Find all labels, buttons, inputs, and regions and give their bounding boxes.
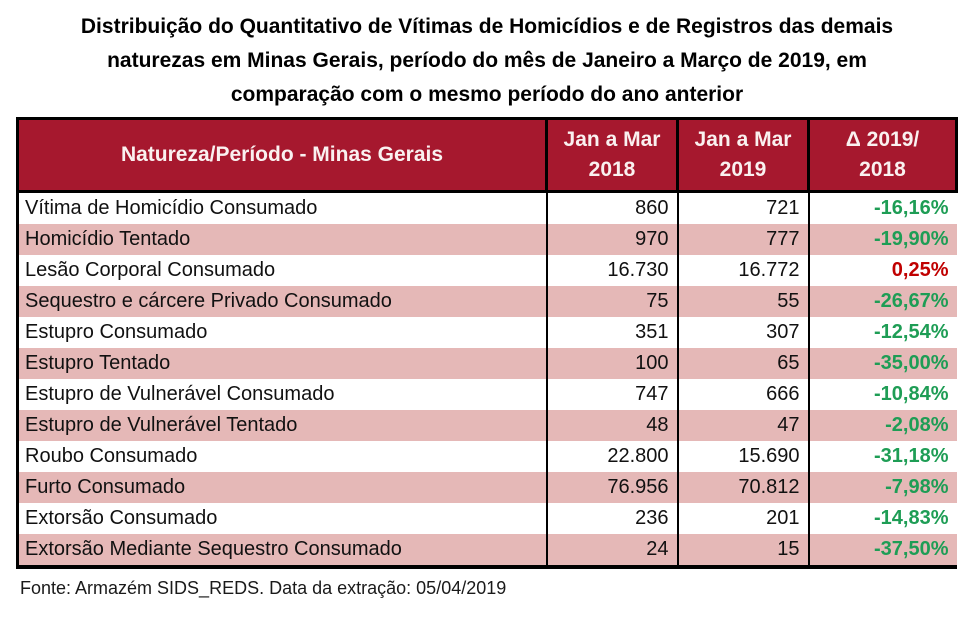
table-row [18,503,957,534]
header-natureza-periodo: Natureza/Período - Minas Gerais [18,119,547,192]
header-delta-2019-2018 [809,119,957,192]
delta-cell: -26,67% [874,290,949,312]
report-title-line: naturezas em Minas Gerais, período do mês de Janeiro a Março de 2019, em [107,49,867,72]
delta-cell: -12,54% [874,321,949,343]
header-line-top: Jan a Mar [563,128,661,151]
delta-cell: -14,83% [874,507,949,529]
delta-cell: -10,84% [874,383,949,405]
value-2018-cell: 48 [547,410,678,441]
header-line-top: Jan a Mar [694,128,792,151]
value-2019-cell: 47 [678,410,809,441]
value-2019-cell: 201 [678,503,809,534]
report-title-line: comparação com o mesmo período do ano anterior [230,83,744,106]
table-row [18,286,957,317]
value-2018-cell: 16.730 [547,255,678,286]
natureza-cell: Estupro de Vulnerável Tentado [18,410,547,441]
table-row [18,410,957,441]
value-2018-cell: 747 [547,379,678,410]
value-2019-cell: 307 [678,317,809,348]
value-2018-cell: 22.800 [547,441,678,472]
value-2018-cell: 75 [547,286,678,317]
table-row [18,317,957,348]
value-2019-cell: 55 [678,286,809,317]
natureza-cell: Lesão Corporal Consumado [18,255,547,286]
value-2018-cell: 970 [547,224,678,255]
natureza-cell: Furto Consumado [18,472,547,503]
natureza-cell: Estupro Tentado [18,348,547,379]
value-2019-cell: 666 [678,379,809,410]
value-2019-cell: 777 [678,224,809,255]
natureza-cell: Extorsão Mediante Sequestro Consumado [18,534,547,567]
header-jan-mar-2018 [547,119,678,192]
delta-cell: -35,00% [874,352,949,374]
value-2019-cell: 15.690 [678,441,809,472]
source-note: Fonte: Armazém SIDS_REDS. Data da extração: 05/04/2019 [20,578,507,598]
value-2018-cell: 24 [547,534,678,567]
natureza-cell: Vítima de Homicídio Consumado [18,192,547,225]
value-2018-cell: 351 [547,317,678,348]
header-line-top: Δ 2019/ [845,128,920,151]
header-jan-mar-2019 [678,119,809,192]
table-row [18,192,957,225]
natureza-cell: Estupro de Vulnerável Consumado [18,379,547,410]
value-2018-cell: 236 [547,503,678,534]
value-2019-cell: 70.812 [678,472,809,503]
delta-cell: -2,08% [885,414,949,436]
table-body [18,192,957,568]
value-2019-cell: 16.772 [678,255,809,286]
table-row [18,441,957,472]
header-line-bottom: 2018 [859,158,906,181]
value-2019-cell: 721 [678,192,809,225]
natureza-cell: Roubo Consumado [18,441,547,472]
value-2019-cell: 15 [678,534,809,567]
natureza-cell: Extorsão Consumado [18,503,547,534]
delta-cell: -16,16% [874,197,949,219]
value-2018-cell: 860 [547,192,678,225]
table-row [18,472,957,503]
report-title [0,0,974,112]
table-header-row [18,119,957,192]
natureza-cell: Homicídio Tentado [18,224,547,255]
table-row [18,224,957,255]
statistics-table [16,117,958,569]
table-header [18,119,957,192]
delta-cell: -7,98% [885,476,949,498]
delta-cell: -19,90% [874,228,949,250]
table-row [18,255,957,286]
value-2018-cell: 100 [547,348,678,379]
header-line-bottom: 2019 [719,158,767,181]
value-2019-cell: 65 [678,348,809,379]
natureza-cell: Estupro Consumado [18,317,547,348]
table-row [18,534,957,567]
value-2018-cell: 76.956 [547,472,678,503]
delta-cell: -37,50% [874,538,949,560]
table-row [18,379,957,410]
table-row [18,348,957,379]
delta-cell: 0,25% [891,259,949,281]
header-line-bottom: 2018 [588,158,636,181]
natureza-cell: Sequestro e cárcere Privado Consumado [18,286,547,317]
report-title-line: Distribuição do Quantitativo de Vítimas de Homicídios e de Registros das demais [80,15,894,38]
delta-cell: -31,18% [874,445,949,467]
